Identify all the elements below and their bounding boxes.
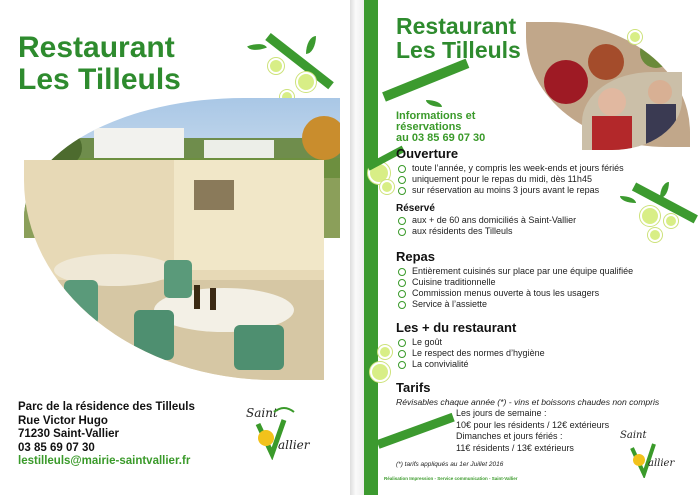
list-item: toute l’année, y compris les week-ends et jours fériés [396,163,624,174]
list-item: aux + de 60 ans domiciliés à Saint-Vallier [396,215,576,226]
reservation-phone[interactable]: au 03 85 69 07 30 [396,132,486,144]
dot-icon [378,345,392,359]
leaf-icon [247,40,267,54]
cover-title: Restaurant Les Tilleuls [18,31,181,96]
list-item: Cuisine traditionnelle [396,277,633,288]
list-item: Entièrement cuisinés sur place par une équipe qualifiée [396,266,633,277]
green-band [382,59,469,102]
list-item: Le goût [396,337,545,348]
section-ouverture: Ouverture toute l’année, y compris les week-ends et jours fériés uniquement pour le repas du midi, dès 11h45 sur réservation au moins 3 jours avant le repas [396,146,624,195]
dot-icon [628,30,642,44]
reservation-info: Informations et réservations au 03 85 69 07 30 [396,110,486,144]
leaf-icon [660,182,669,198]
dot-icon [664,214,678,228]
section-tarifs: Tarifs Révisables chaque année (*) - vins et boissons chaudes non compris Les jours de semaine : 10€ pour les résidents / 12€ extérieurs Dimanches et jours fériés : 11€ résidents / 13€ extérieurs [396,380,660,453]
inner-page [364,0,700,495]
list-item: aux résidents des Tilleuls [396,226,576,237]
list-item: Le respect des normes d’hygiène [396,348,545,359]
list-item: Service à l’assiette [396,299,633,310]
fold-gutter [350,0,364,495]
leaf-icon [306,36,316,54]
list-item: uniquement pour le repas du midi, dès 11h45 [396,174,624,185]
leaf-icon [620,196,636,203]
list-item: Commission menus ouverte à tous les usagers [396,288,633,299]
list-item: La convivialité [396,359,545,370]
page-title: Restaurant Les Tilleuls [396,13,521,64]
section-plus: Les + du restaurant Le goût Le respect des normes d’hygiène La convivialité [396,320,545,369]
saint-vallier-logo: Saint allier [620,428,680,478]
address-block: Parc de la résidence des Tilleuls Rue Victor Hugo 71230 Saint-Vallier 03 85 69 07 30 lestilleuls@mairie-saintvallier.fr [18,401,195,467]
dot-icon [640,206,660,226]
dot-icon [268,58,284,74]
list-item: sur réservation au moins 3 jours avant le repas [396,185,624,196]
section-repas: Repas Entièrement cuisinés sur place par une équipe qualifiée Cuisine traditionnelle Commission menus ouverte à tous les usagers Service à l’assiette [396,249,634,309]
dot-icon [380,180,394,194]
tarif-footnote: (*) tarifs appliqués au 1er Juillet 2016 [396,461,504,468]
saint-vallier-logo: Saint allier [246,406,310,452]
email-link[interactable]: lestilleuls@mairie-saintvallier.fr [18,455,191,467]
dot-icon [296,72,316,92]
dining-room-photo [24,160,324,380]
dot-icon [370,362,390,382]
green-side-stripe [364,0,378,495]
dot-icon [648,228,662,242]
section-reserve: Réservé aux + de 60 ans domiciliés à Saint-Vallier aux résidents des Tilleuls [396,203,577,236]
leaf-icon [426,100,442,107]
credit-line: Réalisation Impression - Service communication - Saint-Vallier [384,476,518,481]
